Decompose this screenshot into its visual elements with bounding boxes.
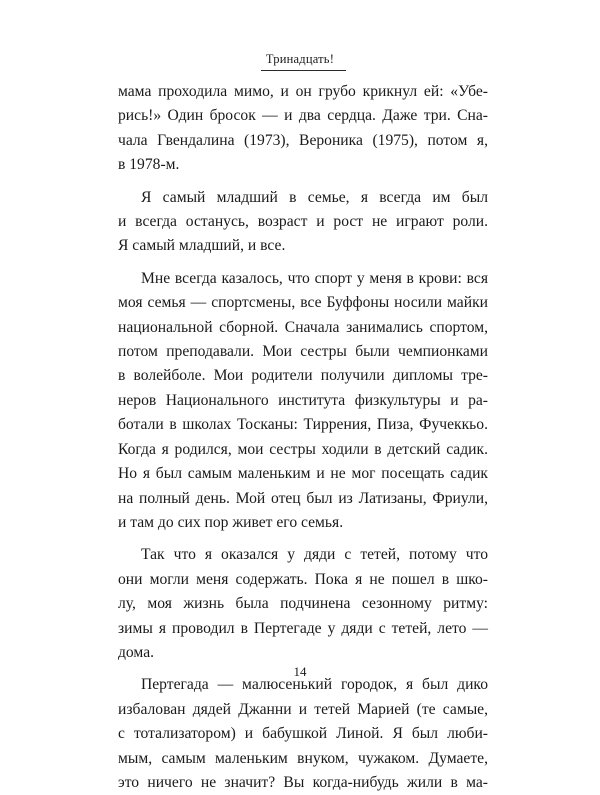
- text-line: моя семья — спортсмены, все Буффоны носили майки: [118, 294, 488, 312]
- text-line: и там до сих пор живет его семья.: [118, 513, 344, 531]
- text-line: они могли меня содержать. Пока я не пошел в шко-: [118, 570, 488, 588]
- text-line: избалован дядей Джанни и тетей Марией (те самые,: [118, 700, 488, 718]
- text-line: потом преподавали. Мои сестры были чемпионками: [118, 343, 488, 361]
- text-line: дома.: [118, 643, 155, 661]
- text-line: с тотализатором) и бабушкой Линой. Я был люби-: [118, 725, 488, 743]
- paragraph-3: [118, 267, 488, 535]
- text-line: неров Национального института физкультуры и ра-: [118, 391, 488, 409]
- header-rule: [261, 70, 346, 71]
- text-line: мама проходила мимо, и он грубо крикнул ей: «Убе-: [118, 83, 488, 100]
- text-line: и всегда останусь, возраст и рост не играют роли.: [118, 213, 488, 231]
- running-title: Тринадцать!: [265, 52, 335, 66]
- text-line: в 1978-м.: [118, 156, 180, 174]
- text-line: Я самый младший, и все.: [118, 237, 286, 255]
- text-line: лу, моя жизнь была подчинена сезонному ритму:: [118, 595, 488, 613]
- text-line: ботали в школах Тосканы: Тиррения, Пиза, Фучеккьо.: [118, 416, 488, 434]
- text-line: Мне всегда казалось, что спорт у меня в крови: вся: [141, 269, 488, 287]
- paragraph-5: [118, 673, 488, 795]
- text-line: национальной сборной. Сначала занимались спортом,: [118, 318, 488, 336]
- text-line: на полный день. Мой отец был из Латизаны, Фриули,: [118, 489, 488, 507]
- text-line: зимы я проводил в Пертегаде у дяди с тетей, лето —: [118, 619, 488, 637]
- page-number: 14: [293, 664, 307, 679]
- text-line: мым, самым маленьким внуком, чужаком. Думаете,: [118, 749, 488, 767]
- body-text: [118, 80, 488, 795]
- text-line: это ничего не значит? Вы когда-нибудь жили в ма-: [118, 773, 488, 791]
- paragraph-2: [118, 186, 488, 259]
- text-line: Так что я оказался у дяди с тетей, потому что: [141, 546, 488, 564]
- text-line: Я самый младший в семье, я всегда им был: [141, 188, 488, 206]
- text-line: Когда я родился, мои сестры ходили в детский садик.: [118, 440, 488, 458]
- text-line: рись!» Один бросок — и два сердца. Даже три. Сна-: [118, 107, 488, 125]
- paragraph-1: [118, 80, 488, 178]
- paragraph-4: [118, 543, 488, 665]
- text-line: в волейболе. Мои родители получили дипломы тре-: [118, 367, 488, 385]
- text-line: Пертегада — малюсенький городок, я был дико: [141, 676, 488, 694]
- text-line: Но я был самым маленьким и не мог посещать садик: [118, 465, 488, 483]
- text-line: чала Гвендалина (1973), Вероника (1975), потом я,: [118, 131, 488, 149]
